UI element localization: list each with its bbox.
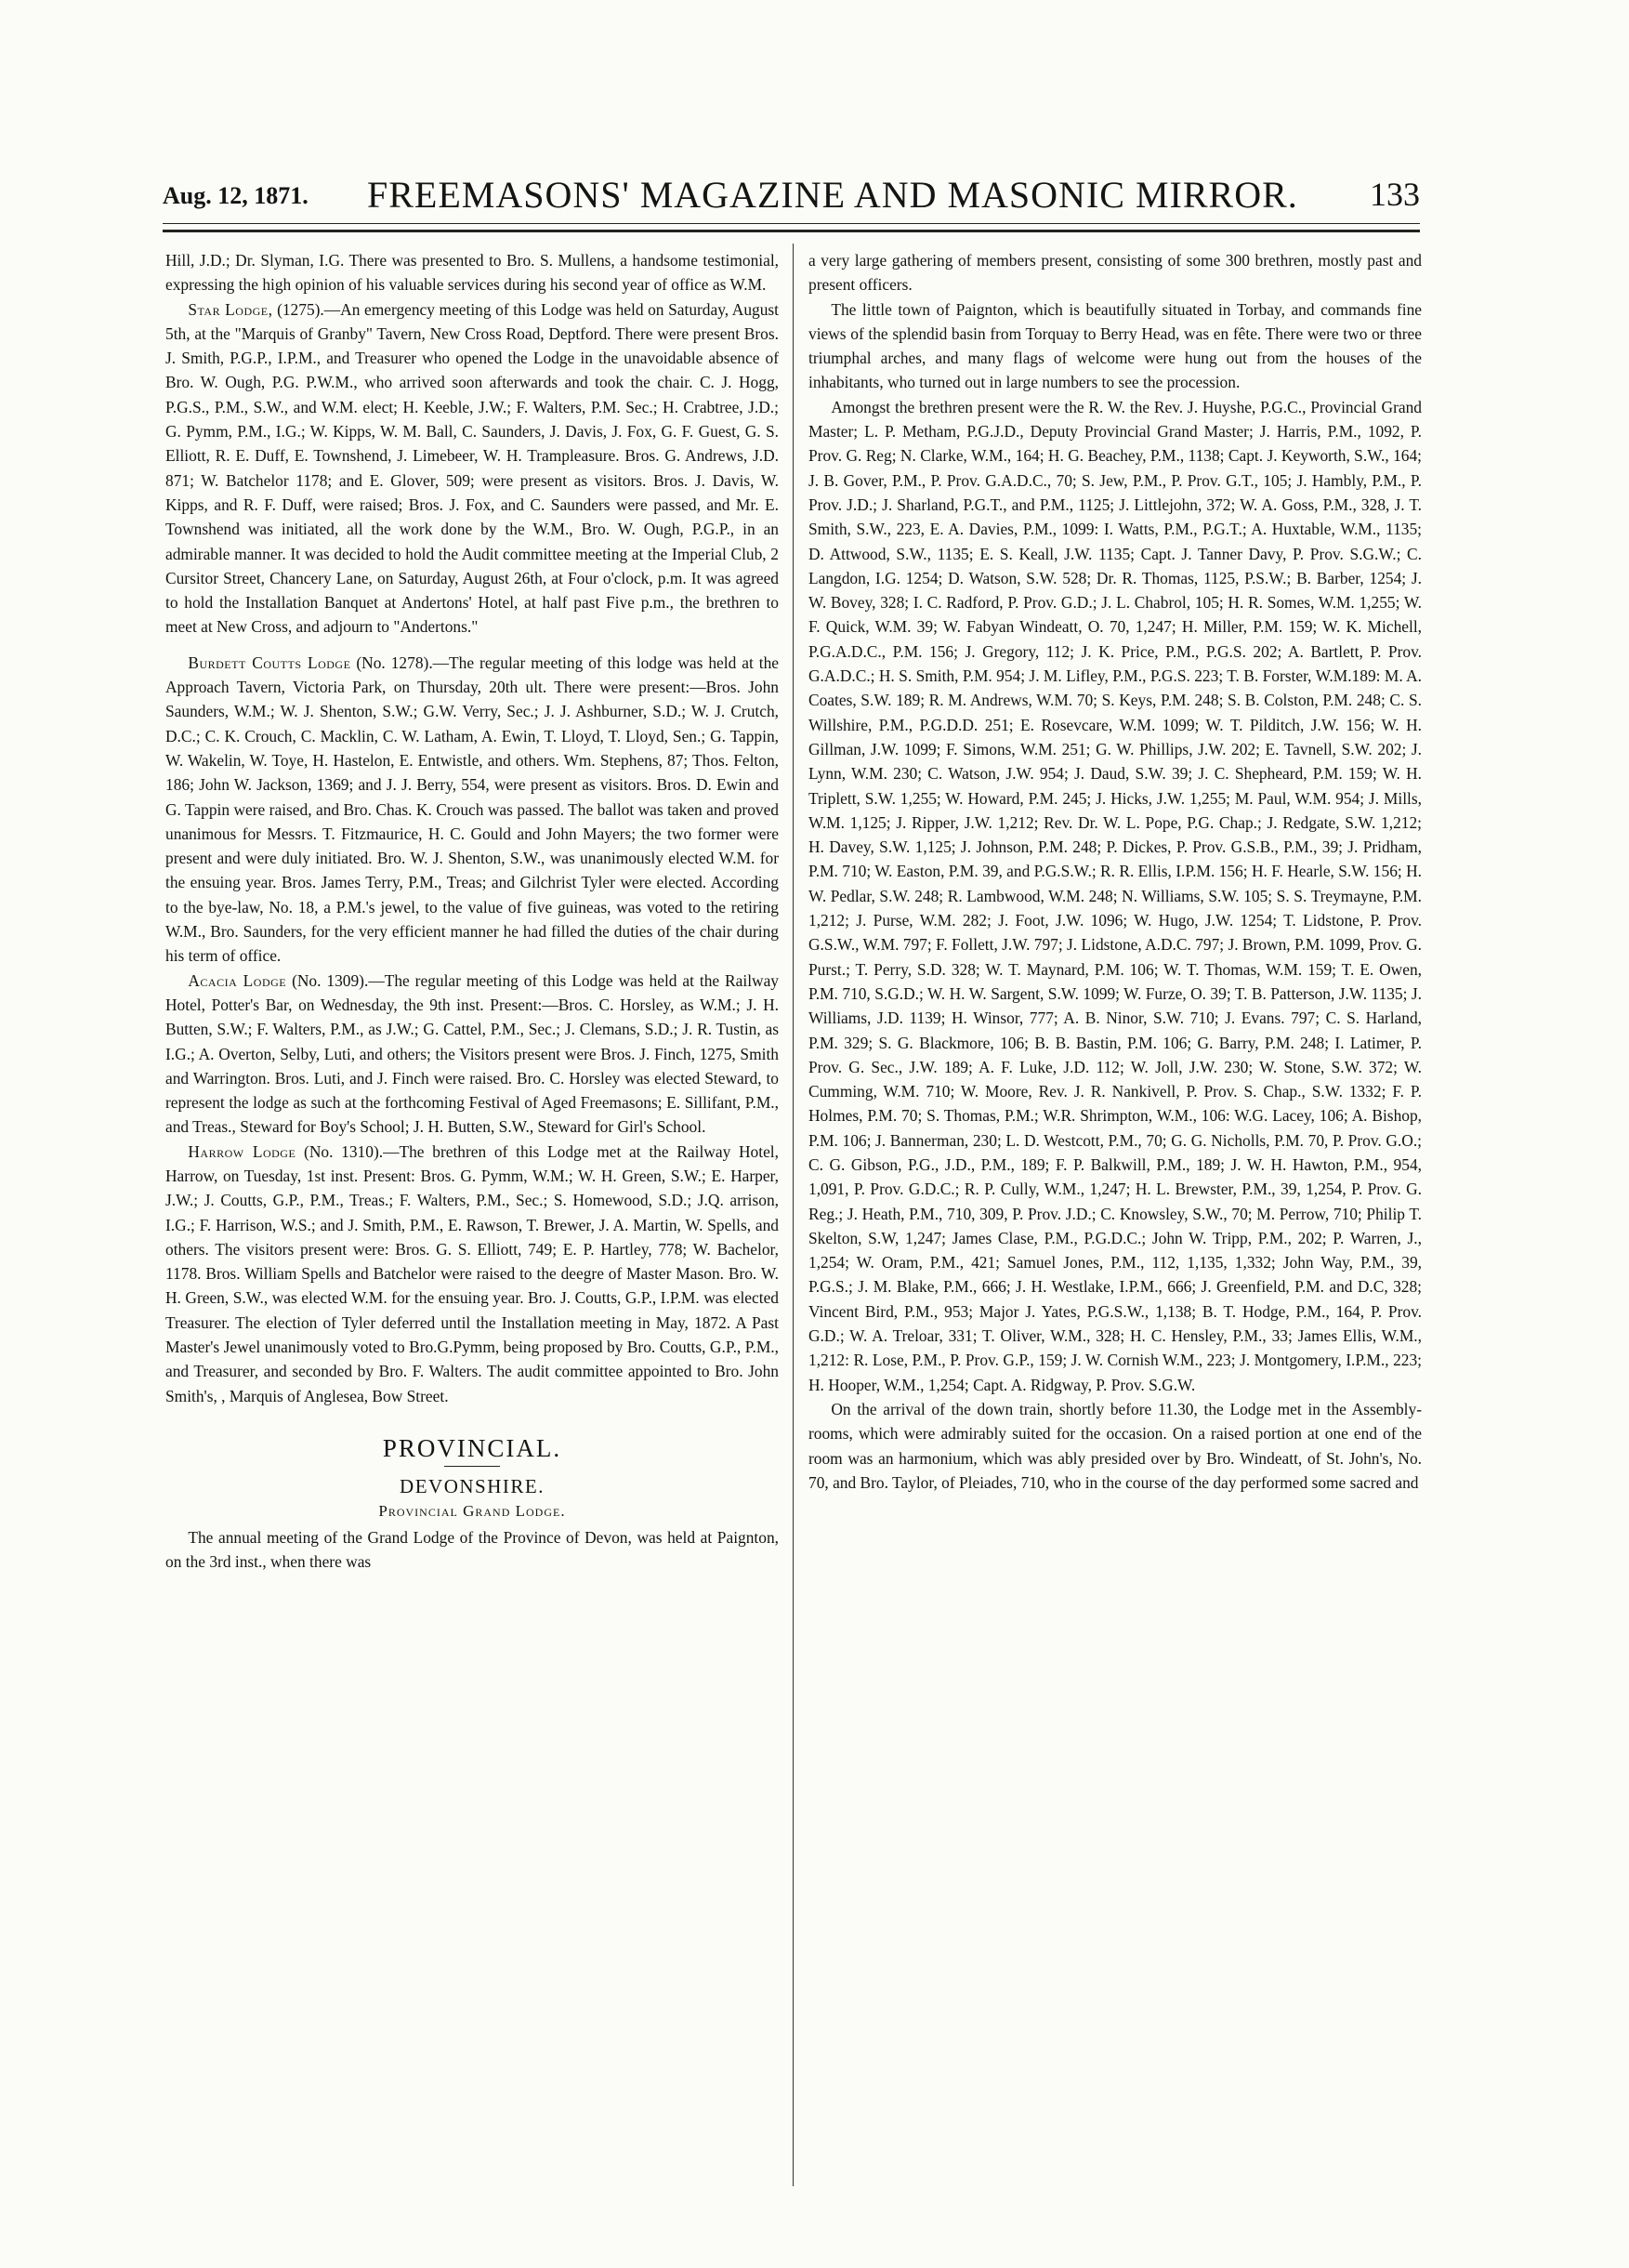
paragraph-continued: Hill, J.D.; Dr. Slyman, I.G. There was presented to Bro. S. Mullens, a handsome testimonial, expressing the high opinion of his valuable services during his second year of office as W.M.	[165, 251, 779, 295]
issue-date: Aug. 12, 1871.	[163, 182, 309, 209]
masthead-title: FREEMASONS' MAGAZINE AND MASONIC MIRROR.	[367, 174, 1298, 216]
lodge-heading: Provincial Grand Lodge.	[378, 1501, 566, 1520]
devon-report-intro: The annual meeting of the Grand Lodge of the Province of Devon, was held at Paignton, on the 3rd inst., when there was	[165, 1527, 779, 1572]
paignton-description: The little town of Paignton, which is beautifully situated in Torbay, and commands fine views of the splendid basin from Torquay to Berry Head, was en fête. There were two or three triumphal arches, and many flags of welcome were hung out from the houses of the inhabitants, who turned out in large numbers to see the procession.	[808, 299, 1422, 392]
acacia-lodge-report	[165, 969, 779, 1140]
report-text: (No. 1309).—The regular meeting of this Lodge was held at the Railway Hotel, Potter's Bar, on Wednesday, the 9th inst. Present:—Bros. C. Horsley, as W.M.; J. H. Butten, S.W.; F. Walters, P.M., as J.W.; G. Cattel, P.M., Sec.; J. Clemans, S.D.; J. R. Tustin, as I.G.; A. Overton, Selby, Luti, and others; the Visitors present were Bros. J. Finch, 1275, Smith and Warrington. Bros. Luti, and J. Finch were raised. Bro. C. Horsley was elected Steward, to represent the lodge as such at the forthcoming Festival of Aged Freemasons; E. Sillifant, P.M., and Treas., Steward for Boy's School; J. H. Butten, S.W., Steward for Girl's School.	[165, 970, 780, 1137]
lodge-name: Star Lodge,	[188, 299, 273, 319]
brethren-present-list: Amongst the brethren present were the R. W. the Rev. J. Huyshe, P.G.C., Provincial Grand Master; L. P. Metham, P.G.J.D., Deputy Provincial Grand Master; J. Harris, P.M., 1092, P. Prov. G. Reg; N. Clarke, W.M., 164; H. G. Beachey, P.M., 1138; Capt. J. Keyworth, S.W., 164; J. B. Gover, P.M., P. Prov. G.A.D.C., 70; S. Jew, P.M., P. Prov. G.T., 105; J. Hambly, P.M., P. Prov. J.D.; J. Sharland, P.G.T., and P.M., 1125; J. Littlejohn, 372; W. A. Goss, P.M., 328, J. T. Smith, S.W., 223, E. A. Davies, P.M., 1099: I. Watts, P.M., P.G.T.; A. Huxtable, W.M., 1135; D. Attwood, S.W., 1135; E. S. Keall, J.W. 1135; Capt. J. Tanner Davy, P. Prov. S.G.W.; C. Langdon, I.G. 1254; D. Watson, S.W. 528; Dr. R. Thomas, 1125, P.S.W.; B. Barber, 1254; J. W. Bovey, 328; I. C. Radford, P. Prov. G.D.; J. L. Chabrol, 105; H. R. Somes, W.M. 1,255; W. F. Quick, W.M. 39; W. Fabyan Windeatt, O. 70, 1,247; H. Miller, P.M. 159; W. K. Michell, P.G.A.D.C., P.M. 156; J. Gregory, 112; J. K. Price, P.M., P.G.S. 202; A. Bartlett, P. Prov. G.A.D.C.; H. S. Smith, P.M. 954; J. M. Lifley, P.M., P.G.S. 223; T. B. Forster, W.M.189: M. A. Coates, S.W. 189; R. M. Andrews, W.M. 70; S. Keys, P.M. 248; S. B. Colston, P.M. 248; C. S. Willshire, P.M., P.G.D.D. 251; E. Rosevcare, W.M. 1099; W. T. Pilditch, J.W. 156; W. H. Gillman, J.W. 1099; F. Simons, W.M. 251; G. W. Phillips, J.W. 202; E. Tavnell, S.W. 202; J. Lynn, W.M. 230; C. Watson, J.W. 954; J. Daud, S.W. 39; J. C. Shepheard, P.M. 159; W. H. Triplett, S.W. 1,255; W. Howard, P.M. 245; J. Hicks, J.W. 1,255; M. Paul, W.M. 954; J. Mills, W.M. 1,125; J. Ripper, J.W. 1,212; Rev. Dr. W. L. Pope, P.G. Chap.; J. Redgate, S.W. 1,212; H. Davey, S.W. 1,125; J. Johnson, P.M. 248; P. Dickes, P. Prov. G.S.B., P.M., 39; J. Pridham, P.M. 710; W. Easton, P.M. 39, and P.G.S.W.; R. R. Ellis, I.P.M. 156; H. F. Hearle, S.W. 156; H. W. Pedlar, S.W. 248; R. Lambwood, W.M. 248; N. Williams, S.W. 105; S. S. Treymayne, P.M. 1,212; J. Purse, W.M. 282; J. Foot, J.W. 1096; W. Hugo, J.W. 1254; T. Lidstone, P. Prov. G.S.W., W.M. 797; F. Follett, J.W. 797; J. Lidstone, A.D.C. 797; J. Brown, P.M. 1099, Prov. G. Purst.; T. Perry, S.D. 328; W. T. Maynard, P.M. 106; W. T. Thomas, W.M. 159; T. E. Owen, P.M. 710, S.G.D.; W. H. W. Sargent, S.W. 1099; W. Furze, O. 39; T. B. Patterson, J.W. 1135; J. Williams, J.D. 1139; H. Winsor, 777; A. B. Ninor, S.W. 710; J. Evans. 797; C. S. Harland, P.M. 329; S. G. Blackmore, 106; B. B. Bastin, P.M. 106; G. Barry, P.M. 248; I. Latimer, P. Prov. G. Sec., J.W. 189; A. F. Luke, J.D. 112; W. Joll, J.W. 230; W. Stone, S.W. 372; W. Cumming, W.M. 710; W. Moore, Rev. J. R. Nankivell, P. Prov. S. Chap., S.W. 1332; F. P. Holmes, P.M. 70; S. Thomas, P.M.; W.R. Shrimpton, W.M., 106: W.G. Lacey, 106; A. Bishop, P.M. 106; J. Bannerman, 230; L. D. Westcott, P.M., 70; G. G. Nicholls, P.M. 70, P. Prov. G.O.; C. G. Gibson, P.G., J.D., P.M., 189; F. P. Balkwill, P.M., 189; J. W. H. Hawton, P.M., 954, 1,091, P. Prov. G.D.C.; R. P. Cully, W.M., 1,247; H. L. Brewster, P.M., 39, 1,254, P. Prov. G. Reg.; J. Heath, P.M., 710, 309, P. Prov. J.D.; C. Knowsley, S.W., 70; M. Perrow, 710; Philip T. Skelton, S.W, 1,247; James Clase, P.M., P.G.D.C.; John W. Tripp, P.M., 202; P. Warren, J., 1,254; W. Oram, P.M., 421; Samuel Jones, P.M., 112, 1,135, 1,332; John Way, P.M., 39, P.G.S.; J. M. Blake, P.M., 666; J. H. Westlake, I.P.M., 666; J. Greenfield, P.M. and D.C, 328; Vincent Bird, P.M., 953; Major J. Yates, P.G.S.W., 1,138; B. T. Hodge, P.M., 164, P. Prov. G.D.; W. A. Treloar, 331; T. Oliver, W.M., 328; H. C. Hensley, P.M., 33; James Ellis, W.M., 1,212: R. Lose, P.M., P. Prov. G.P., 159; J. W. Cornish W.M., 223; J. Montgomery, I.P.M., 223; H. Hooper, W.M., 1,254; Capt. A. Ridgway, P. Prov. S.G.W.	[808, 397, 1423, 1394]
header-rule-thin	[163, 223, 1420, 224]
section-rule	[444, 1466, 500, 1467]
right-column	[808, 248, 1422, 1495]
report-text: (1275).—An emergency meeting of this Lodge was held on Saturday, August 5th, at the "Marquis of Granby" Tavern, New Cross Road, Deptford. There were present Bros. J. Smith, P.G.P., I.P.M., and Treasurer who opened the Lodge in the unavoidable absence of Bro. W. Ough, P.G. P.W.M., who arrived soon afterwards and took the chair. C. J. Hogg, P.G.S., P.M., S.W., and W.M. elect; H. Keeble, J.W.; F. Walters, P.M. Sec.; H. Crabtree, J.D.; G. Pymm, P.M., I.G.; W. Kipps, W. M. Ball, C. Saunders, J. Davis, J. Fox, G. F. Guest, G. S. Elliott, R. E. Duff, E. Townshend, J. Limebeer, W. H. Trampleasure. Bros. G. Andrews, J.D. 871; W. Batchelor 1178; and E. Glover, 509; were present as visitors. Bros. J. Davis, W. Kipps, and R. F. Duff, were raised; Bros. J. Fox, and C. Saunders were passed, and Mr. E. Townshend was initiated, all the work done by the W.M., Bro. W. Ough, P.G.P., in an admirable manner. It was decided to hold the Audit committee meeting at the Imperial Club, 2 Cursitor Street, Chancery Lane, on Saturday, August 26th, at Four o'clock, p.m. It was agreed to hold the Installation Banquet at Andertons' Hotel, at half past Five p.m., the brethren to meet at New Cross, and adjourn to "Andertons."	[165, 299, 779, 637]
lodge-name: Burdett Coutts Lodge	[188, 653, 351, 672]
column-divider	[793, 244, 794, 2186]
page-header	[163, 173, 1420, 218]
report-text: (No. 1310).—The brethren of this Lodge met at the Railway Hotel, Harrow, on Tuesday, 1st inst. Present: Bros. G. Pymm, W.M.; W. H. Green, S.W.; E. Harper, J.W.; J. Coutts, G.P., P.M., Treas.; F. Walters, P.M., Sec.; S. Homewood, S.D.; J.Q. arrison, I.G.; F. Harrison, W.S.; and J. Smith, P.M., E. Rawson, T. Brewer, J. A. Martin, W. Spells, and others. The visitors present were: Bros. G. S. Elliott, 749; E. P. Hartley, 778; W. Bachelor, 1178. Bros. William Spells and Batchelor were raised to the deegre of Master Mason. Bro. W. H. Green, S.W., was elected W.M. for the ensuing year. Bro. J. Coutts, G.P., I.P.M. was elected Treasurer. The election of Tyler deferred until the Installation meeting in May, 1872. A Past Master's Jewel unanimously voted to Bro.G.Pymm, being proposed by Bro. Coutts, G.P., P.M., and Treasurer, and seconded by Bro. F. Walters. The audit committee appointed to Bro. John Smith's, , Marquis of Anglesea, Bow Street.	[165, 1141, 779, 1405]
report-text: (No. 1278).—The regular meeting of this lodge was held at the Approach Tavern, Victoria Park, on Thursday, 20th ult. There were present:—Bros. John Saunders, W.M.; W. J. Shenton, S.W.; G.W. Verry, Sec.; J. J. Ashburner, S.D.; W. J. Crutch, D.C.; C. K. Crouch, C. Macklin, C. W. Latham, A. Ewin, T. Lloyd, T. Lloyd, Sen.; G. Tappin, W. Wakelin, W. Toye, H. Hastelon, E. Entwistle, and others. Wm. Stephens, 87; Thos. Felton, 186; John W. Jackson, 1369; and J. J. Berry, 554, were present as visitors. Bros. D. Ewin and G. Tappin were raised, and Bro. Chas. K. Crouch was passed. The ballot was taken and proved unanimous for Messrs. T. Fitzmaurice, H. C. Gould and John Mayers; the two former were present and were duly initiated. Bro. W. J. Shenton, S.W., was unanimously elected W.M. for the ensuing year. Bros. James Terry, P.M., Treas; and Gilchrist Tyler were elected. According to the bye-law, No. 18, a P.M.'s jewel, to the value of five guineas, was voted to the retiring W.M., Bro. Saunders, for the very efficient manner he had filled the duties of the chair during his term of office.	[165, 653, 779, 966]
section-heading: PROVINCIAL.	[382, 1433, 562, 1462]
county-heading: DEVONSHIRE.	[400, 1475, 545, 1498]
lodge-name: Harrow Lodge	[188, 1141, 296, 1161]
assembly-paragraph: On the arrival of the down train, shortly before 11.30, the Lodge met in the Assembly-rooms, which were admirably suited for the occasion. On a raised portion at one end of the room was an harmonium, which was ably presided over by Bro. Windeatt, of St. John's, No. 70, and Bro. Taylor, of Pleiades, 710, who in the course of the day performed some sacred and	[808, 1399, 1422, 1492]
burdett-coutts-lodge-report	[165, 651, 779, 969]
left-column	[165, 248, 779, 1574]
star-lodge-report	[165, 297, 779, 640]
page-number: 133	[1370, 176, 1420, 213]
paragraph-continued: a very large gathering of members present, consisting of some 300 brethren, mostly past and present officers.	[808, 251, 1422, 295]
header-rule-thick	[163, 230, 1420, 232]
lodge-name: Acacia Lodge	[188, 970, 287, 990]
harrow-lodge-report	[165, 1140, 779, 1408]
